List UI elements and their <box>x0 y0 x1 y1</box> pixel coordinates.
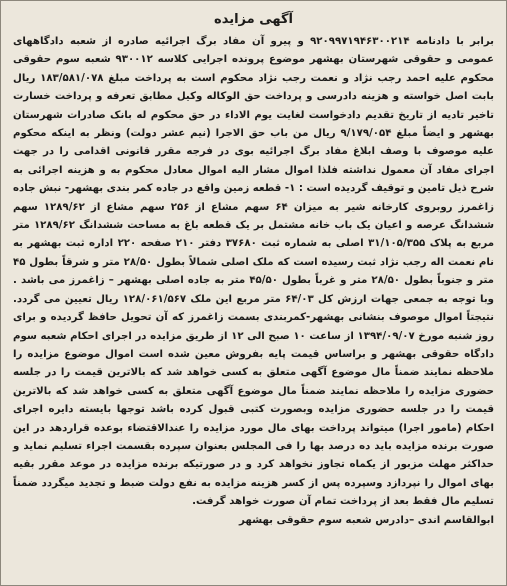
notice-title: آگهی مزایده <box>214 12 293 27</box>
notice-body: برابر با دادنامه ۹۲۰۹۹۷۱۹۴۶۳۰۰۲۱۴ و پیرو آن مفاد برگ اجرائیه صادره از شعبه دادگاههای عمومی و حقوقی شهرستان بهشهر موضوع پرونده اجرایی کلاسه ۹۳۰۰۱۲ شعبه سوم حقوقی محکوم علیه احمد رجب نژاد و نعمت رجب نژاد محکوم است به پرداخت مبلغ ۱۸۳/۵۸۱/۰۷۸ ریال بابت اصل خواسته و هزینه دادرسی و پرداخت حق الوکاله وکیل مطابق تعرفه و پرداخت خسارت تاخیر تادیه از تاریخ تقدیم دادخواست لغایت یوم الاداء در حق محکوم له بانک صادرات شهرستان بهشهر و ایضاً مبلغ ۹/۱۷۹/۰۵۴ ریال من باب حق الاجرا (نیم عشر دولت) ونظر به اینکه محکوم علیه موصوف با وصف ابلاغ مفاد برگ اجرائیه بوی در فرجه مقرر قانونی اقدامی را در جهت اجرای مفاد آن معمول نداشته فلذا اموال مشار الیه اموال معادل محکوم به و هزینه اجرائی به شرح ذیل تامین و توقیف گردیده است : ۱- قطعه زمین واقع در جاده کمر بندی بهشهر- نبش جاده زاغمرز روبروی کارخانه شیر به میزان ۶۴ سهم مشاع از ۲۵۶ سهم مشاع از ۱۲۸۹/۶۲ سهم ششدانگ عرصه و اعیان یک باب خانه مشتمل بر یک قطعه باغ به مساحت ششدانگ ۱۲۸۹/۶۲ متر مربع به پلاک ۳۱/۱۰۵/۳۵۵ اصلی به شماره ثبت ۳۷۶۸۰ دفتر ۲۱۰ صفحه ۲۲۰ اداره ثبت بهشهر به نام نعمت اله رجب نژاد ثبت رسیده است که ملک اصلی شمالاً بطول ۲۸/۵۰ متر و شرقاً بطول ۴۵ متر و جنوباً بطول ۲۸/۵۰ متر و غرباً بطول ۴۵/۵۰ متر به جاده اصلی بهشهر – زاغمرز می باشد . وبا توجه به جمعی جهات ارزش کل ۶۴/۰۳ متر مربع این ملک ۱۲۸/۰۶۱/۵۶۷ ریال تعیین می گردد. نتیجتاً اموال موصوف بنشانی بهشهر-کمربندی بسمت زاغمرز که آن تحویل حافظ گردیده و برای روز شنبه مورخ ۱۳۹۴/۰۹/۰۷ از ساعت ۱۰ صبح الی ۱۲ از طریق مزایده در اجرای احکام شعبه سوم دادگاه حقوقی بهشهر و براساس قیمت پایه بفروش معین شده است اموال موضوع مزایده را ملاحظه نمایند ضمناً مال موضوع آگهی متعلق به کسی خواهد شد که بالاترین قیمت را در جلسه حضوری مزایده را ملاحظه نمایند ضمناً مال موضوع آگهی متعلق به کسی خواهد شد که بالاترین قیمت را در جلسه حضوری مزایده وبصورت کتبی قبول کرده باشد توجها بایسته دایره اجرای احکام (مامور اجرا) میتواند پرداخت بهای مال مورد مزایده را عندالاقتضاء بوعده قراردهد در این صورت برنده مزایده باید ده درصد بها را فی المجلس بعنوان سپرده بقسمت اجراء تسلیم نماید و حداکثر مهلت مزبور از یکماه تجاوز نخواهد کرد و در صورتیکه برنده مزایده در موعد مقرر بقیه بهای اموال را نپردازد وسپرده پس از کسر هزینه مزایده به نفع دولت ضبط و تجدید میگردد ضمناً تسلیم مال فقط بعد از پرداخت تمام آن صورت خواهد گرفت. <box>13 36 495 508</box>
notice-signature: ابوالقاسم اندی –دادرس شعبه سوم حقوقی بهشهر <box>239 514 494 526</box>
